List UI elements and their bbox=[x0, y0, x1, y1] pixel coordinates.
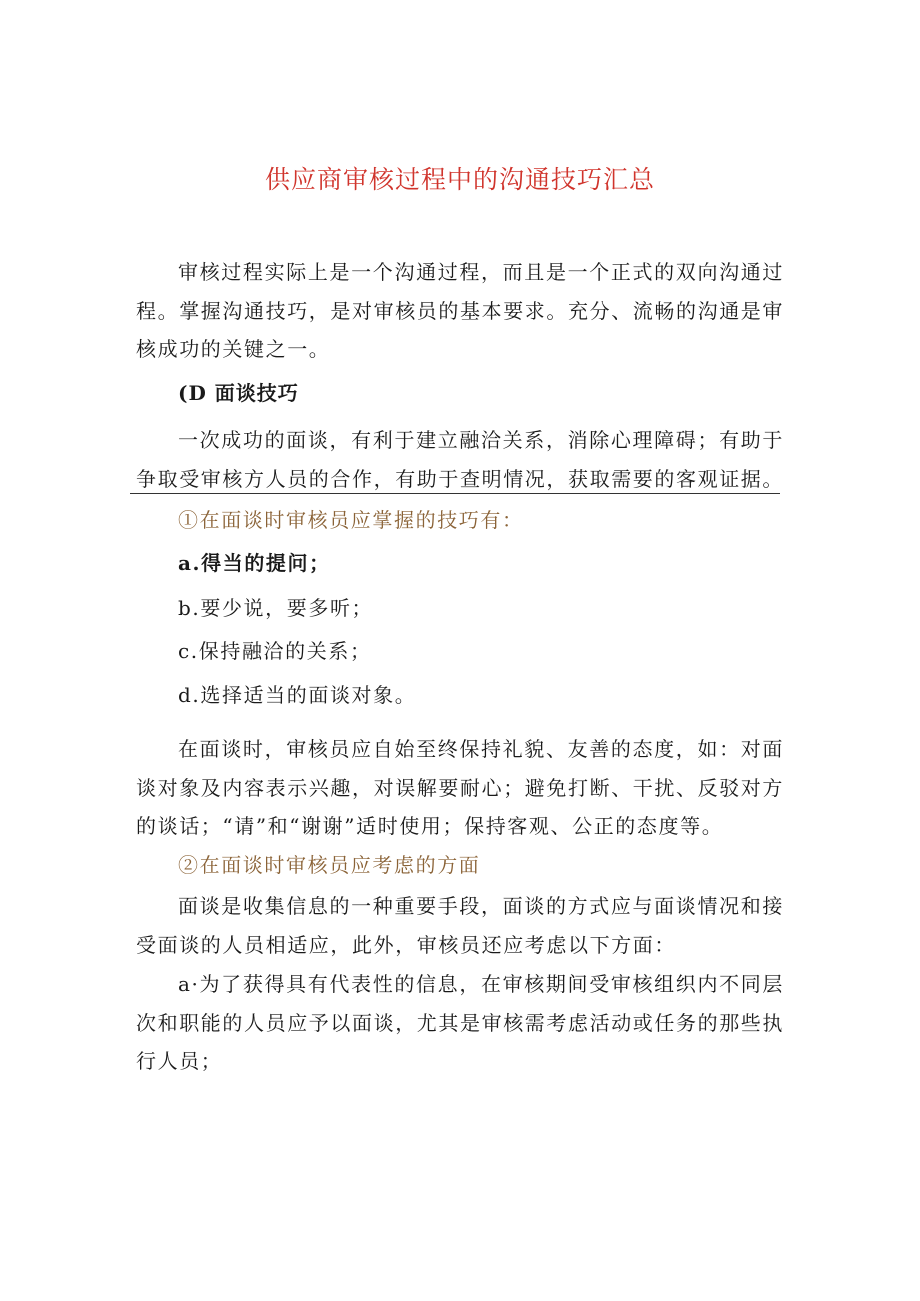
interview-method-paragraph: 面谈是收集信息的一种重要手段，面谈的方式应与面谈情况和接受面谈的人员相适应，此外，审核员还应考虑以下方面： bbox=[136, 894, 784, 957]
list-item-questioning: a.得当的提问； bbox=[178, 551, 331, 575]
intro-paragraph: 审核过程实际上是一个沟通过程，而且是一个正式的双向沟通过程。掌握沟通技巧，是对审核员的基本要求。充分、流畅的沟通是审核成功的关键之一。 bbox=[136, 260, 784, 361]
list-item-harmony: c.保持融洽的关系； bbox=[178, 639, 372, 663]
interview-benefits-paragraph: 一次成功的面谈，有利于建立融洽关系，消除心理障碍；有助于争取受审核方人员的合作，有助于查明情况，获取需要的客观证据。 bbox=[136, 428, 784, 491]
attitude-paragraph: 在面谈时，审核员应自始至终保持礼貌、友善的态度，如：对面谈对象及内容表示兴趣，对误解要耐心；避免打断、干扰、反驳对方的谈话；“请”和“谢谢”适时使用；保持客观、公正的态度等。 bbox=[136, 737, 784, 838]
list-item-listen-more: b.要少说，要多听； bbox=[178, 596, 374, 620]
subheading-aspects-to-consider: ②在面谈时审核员应考虑的方面 bbox=[178, 853, 481, 877]
list-item-interviewee-selection: d.选择适当的面谈对象。 bbox=[178, 683, 417, 707]
subheading-skills-to-master: ①在面谈时审核员应掌握的技巧有： bbox=[178, 508, 524, 532]
document-title: 供应商审核过程中的沟通技巧汇总 bbox=[264, 165, 655, 194]
section-heading-interview-skills: (D 面谈技巧 bbox=[178, 381, 299, 405]
representative-info-paragraph: a·为了获得具有代表性的信息，在审核期间受审核组织内不同层次和职能的人员应予以面谈，尤其是审核需考虑活动或任务的那些执行人员； bbox=[136, 972, 784, 1073]
horizontal-rule bbox=[130, 493, 780, 494]
